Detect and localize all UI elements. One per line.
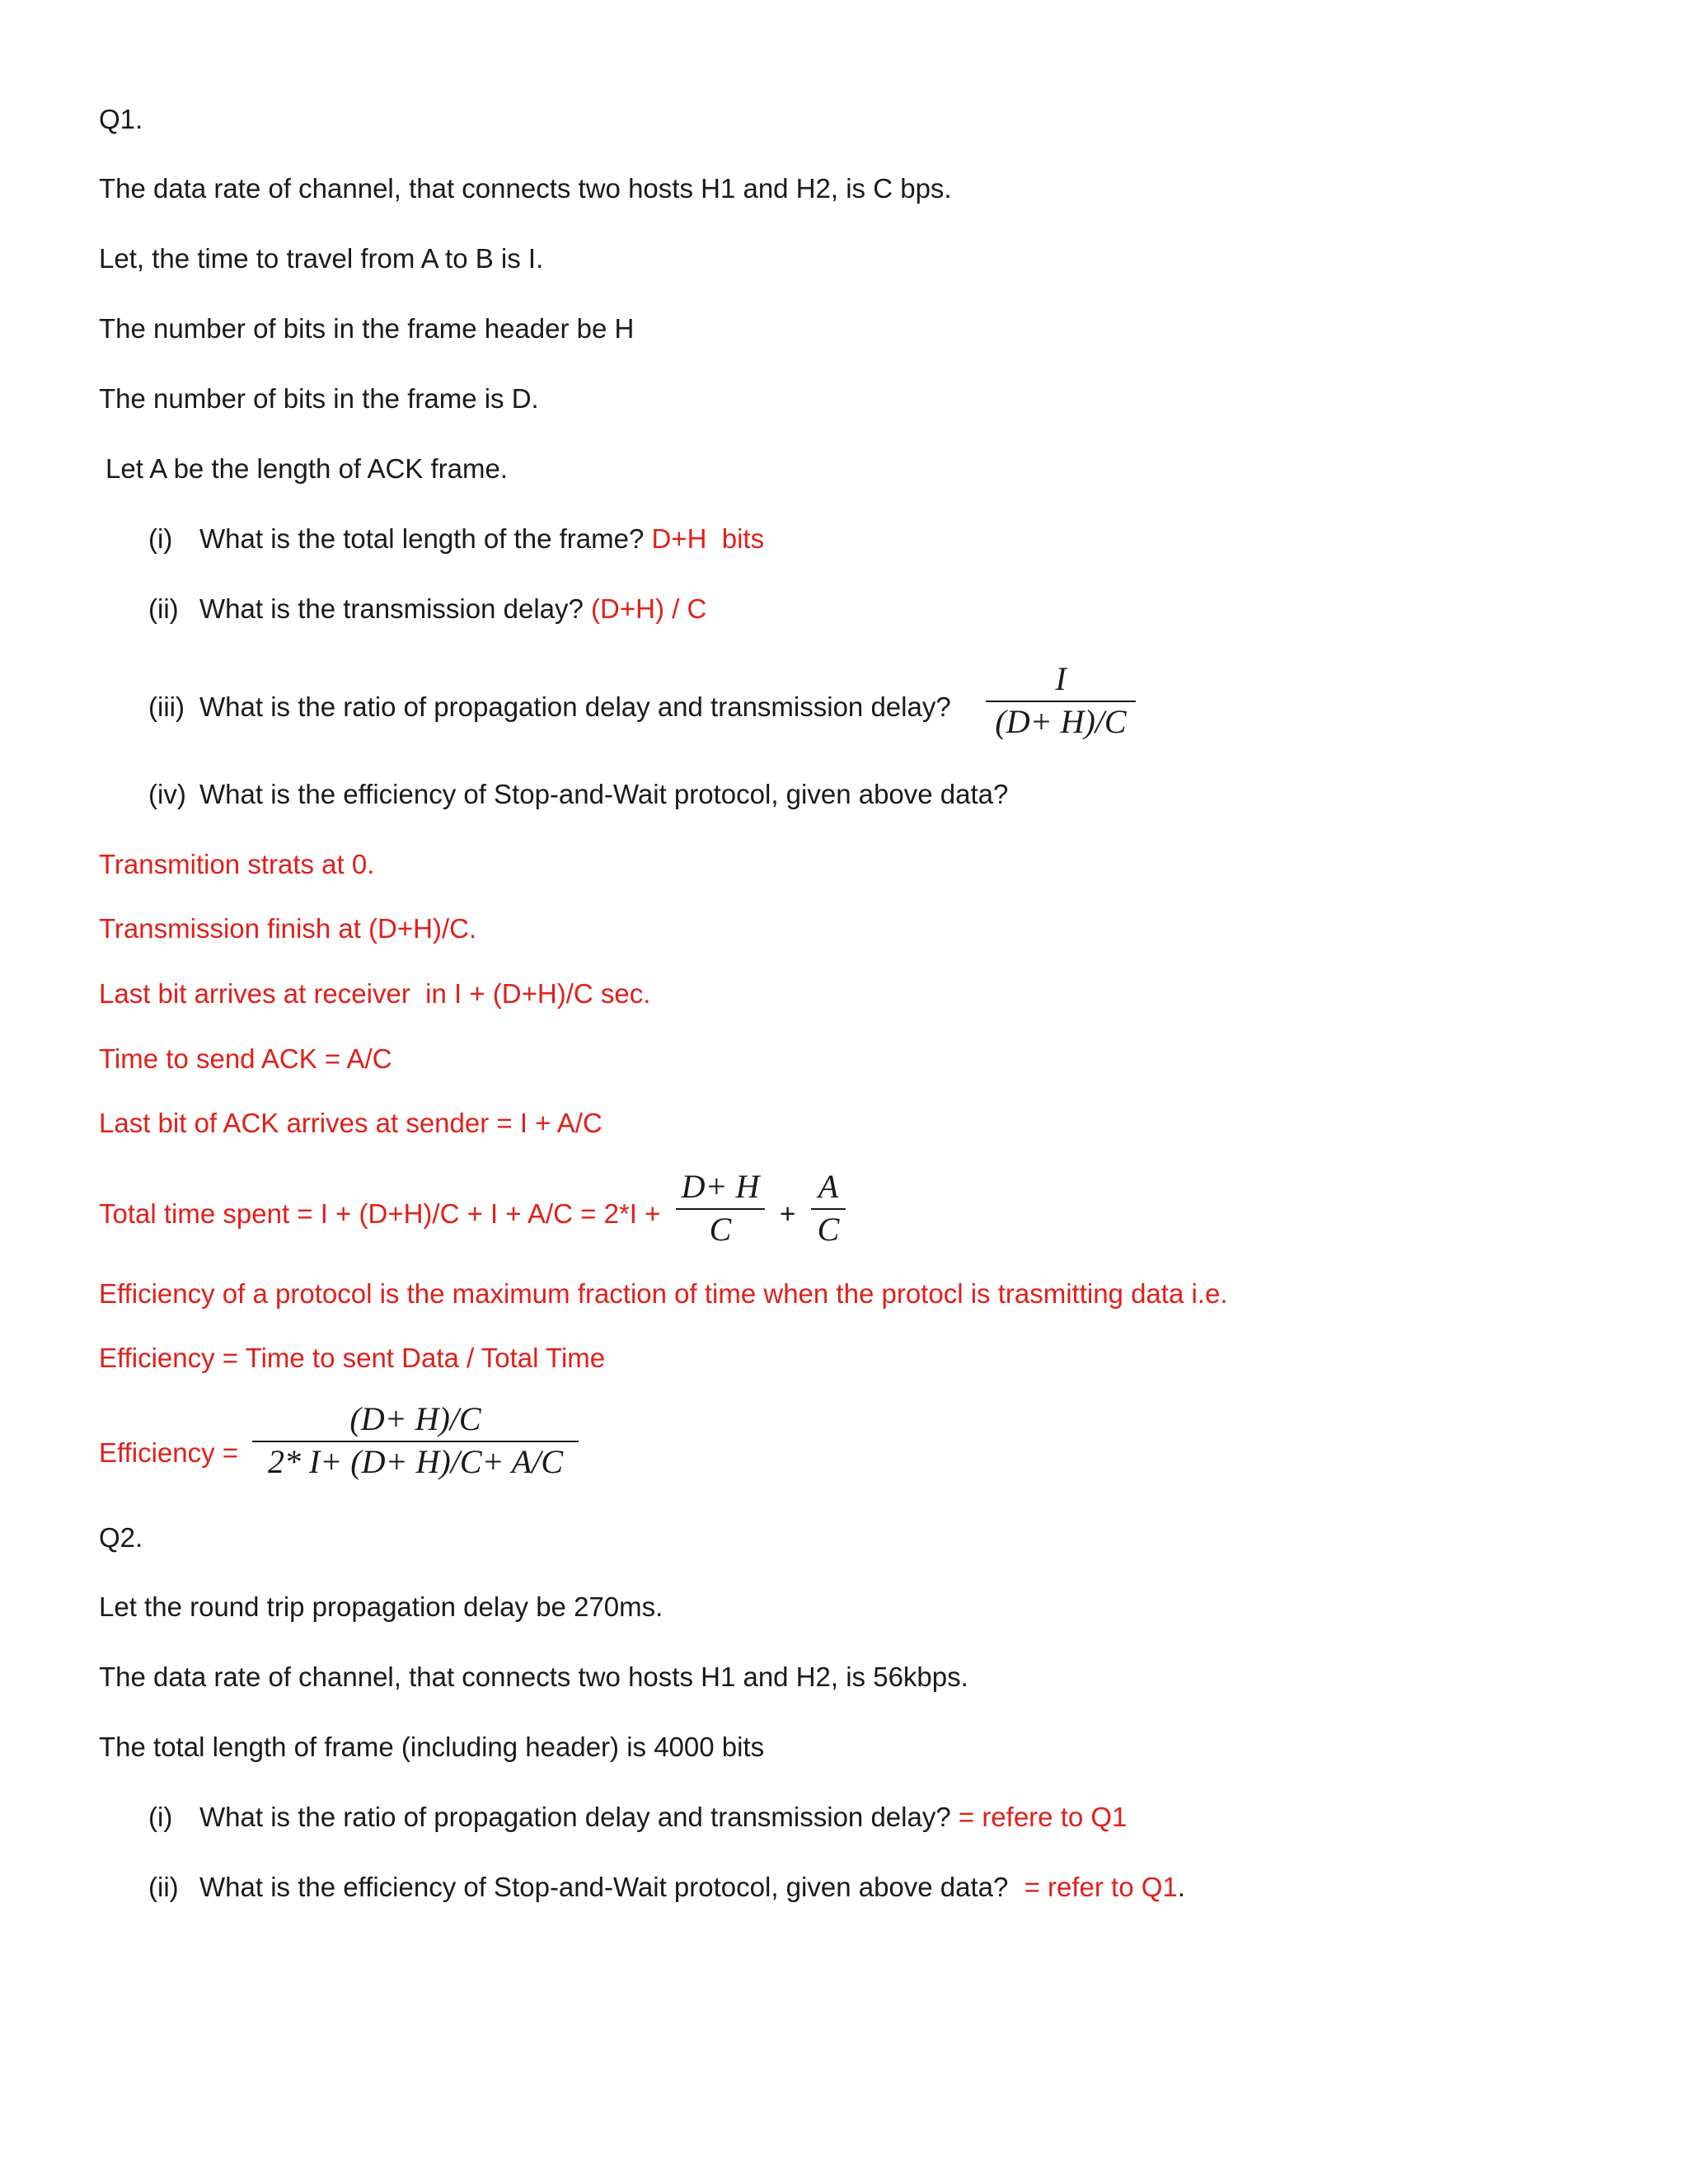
solution-line: Last bit of ACK arrives at sender = I + A/C xyxy=(99,1108,603,1138)
q1-question-ii xyxy=(148,595,706,622)
answer-text: = refere to Q1 xyxy=(958,1802,1128,1832)
fraction-denominator: 2* I+ (D+ H)/C+ A/C xyxy=(267,1443,563,1480)
question-text: What is the ratio of propagation delay and transmission delay? xyxy=(199,1802,951,1832)
solution-line: Time to send ACK = A/C xyxy=(99,1043,392,1074)
q2-question-i xyxy=(148,1803,1127,1830)
q2-question-ii xyxy=(148,1873,1185,1900)
question-number: (iv) xyxy=(148,779,186,809)
question-text: What is the ratio of propagation delay and transmission delay? xyxy=(199,691,951,722)
q1-question-i xyxy=(148,525,764,552)
answer-period: . xyxy=(1177,1872,1185,1902)
q1-intro-line: Let, the time to travel from A to B is I. xyxy=(99,243,544,274)
solution-line: Transmission finish at (D+H)/C. xyxy=(99,913,477,944)
question-text: What is the transmission delay? xyxy=(199,593,584,624)
fraction-denominator: C xyxy=(709,1211,732,1248)
fraction-numerator: I xyxy=(1055,660,1067,697)
fraction-denominator: (D+ H)/C xyxy=(995,703,1127,740)
q1-question-iv xyxy=(148,780,1008,808)
ratio-fraction xyxy=(986,660,1136,740)
efficiency-fraction xyxy=(252,1400,579,1480)
q1-intro-line: Let A be the length of ACK frame. xyxy=(106,453,508,484)
q1-intro-line: The data rate of channel, that connects two hosts H1 and H2, is C bps. xyxy=(99,173,952,204)
solution-line: Transmition strats at 0. xyxy=(99,849,375,879)
efficiency-label: Efficiency = xyxy=(99,1437,239,1468)
solution-line: Last bit arrives at receiver in I + (D+H)/C sec. xyxy=(99,978,651,1009)
q1-heading: Q1. xyxy=(99,104,143,134)
q2-intro-line: The total length of frame (including header) is 4000 bits xyxy=(99,1732,765,1762)
q2-heading: Q2. xyxy=(99,1522,143,1553)
answer-text: D+H bits xyxy=(651,523,765,554)
question-number: (ii) xyxy=(148,593,179,624)
plus-sign: + xyxy=(780,1198,796,1229)
question-number: (iii) xyxy=(148,691,185,722)
fraction-numerator: A xyxy=(818,1168,839,1205)
question-number: (i) xyxy=(148,1802,173,1832)
total-time-fraction-2 xyxy=(811,1170,846,1246)
q2-intro-line: The data rate of channel, that connects two hosts H1 and H2, is 56kbps. xyxy=(99,1661,968,1692)
total-time-fraction-1 xyxy=(676,1170,765,1246)
question-number: (i) xyxy=(148,523,173,554)
q1-intro-line: The number of bits in the frame header be H xyxy=(99,313,635,344)
fraction-numerator: (D+ H)/C xyxy=(349,1400,481,1437)
q1-question-iii xyxy=(148,693,951,720)
fraction-denominator: C xyxy=(817,1211,840,1248)
fraction-numerator: D+ H xyxy=(681,1168,760,1205)
question-text: What is the efficiency of Stop-and-Wait protocol, given above data? xyxy=(199,779,1009,809)
q2-intro-line: Let the round trip propagation delay be 270ms. xyxy=(99,1591,663,1622)
q1-intro-line: The number of bits in the frame is D. xyxy=(99,383,539,414)
answer-text: = refer to Q1 xyxy=(1024,1872,1178,1902)
question-text: What is the total length of the frame? xyxy=(199,523,645,554)
question-text: What is the efficiency of Stop-and-Wait protocol, given above data? xyxy=(199,1872,1009,1902)
answer-text: (D+H) / C xyxy=(591,593,707,624)
efficiency-ratio: Efficiency = Time to sent Data / Total Time xyxy=(99,1343,606,1373)
efficiency-definition: Efficiency of a protocol is the maximum fraction of time when the protocl is trasmitting data i.e. xyxy=(99,1278,1228,1309)
question-number: (ii) xyxy=(148,1872,179,1902)
total-time-line: Total time spent = I + (D+H)/C + I + A/C = 2*I + xyxy=(99,1198,661,1229)
